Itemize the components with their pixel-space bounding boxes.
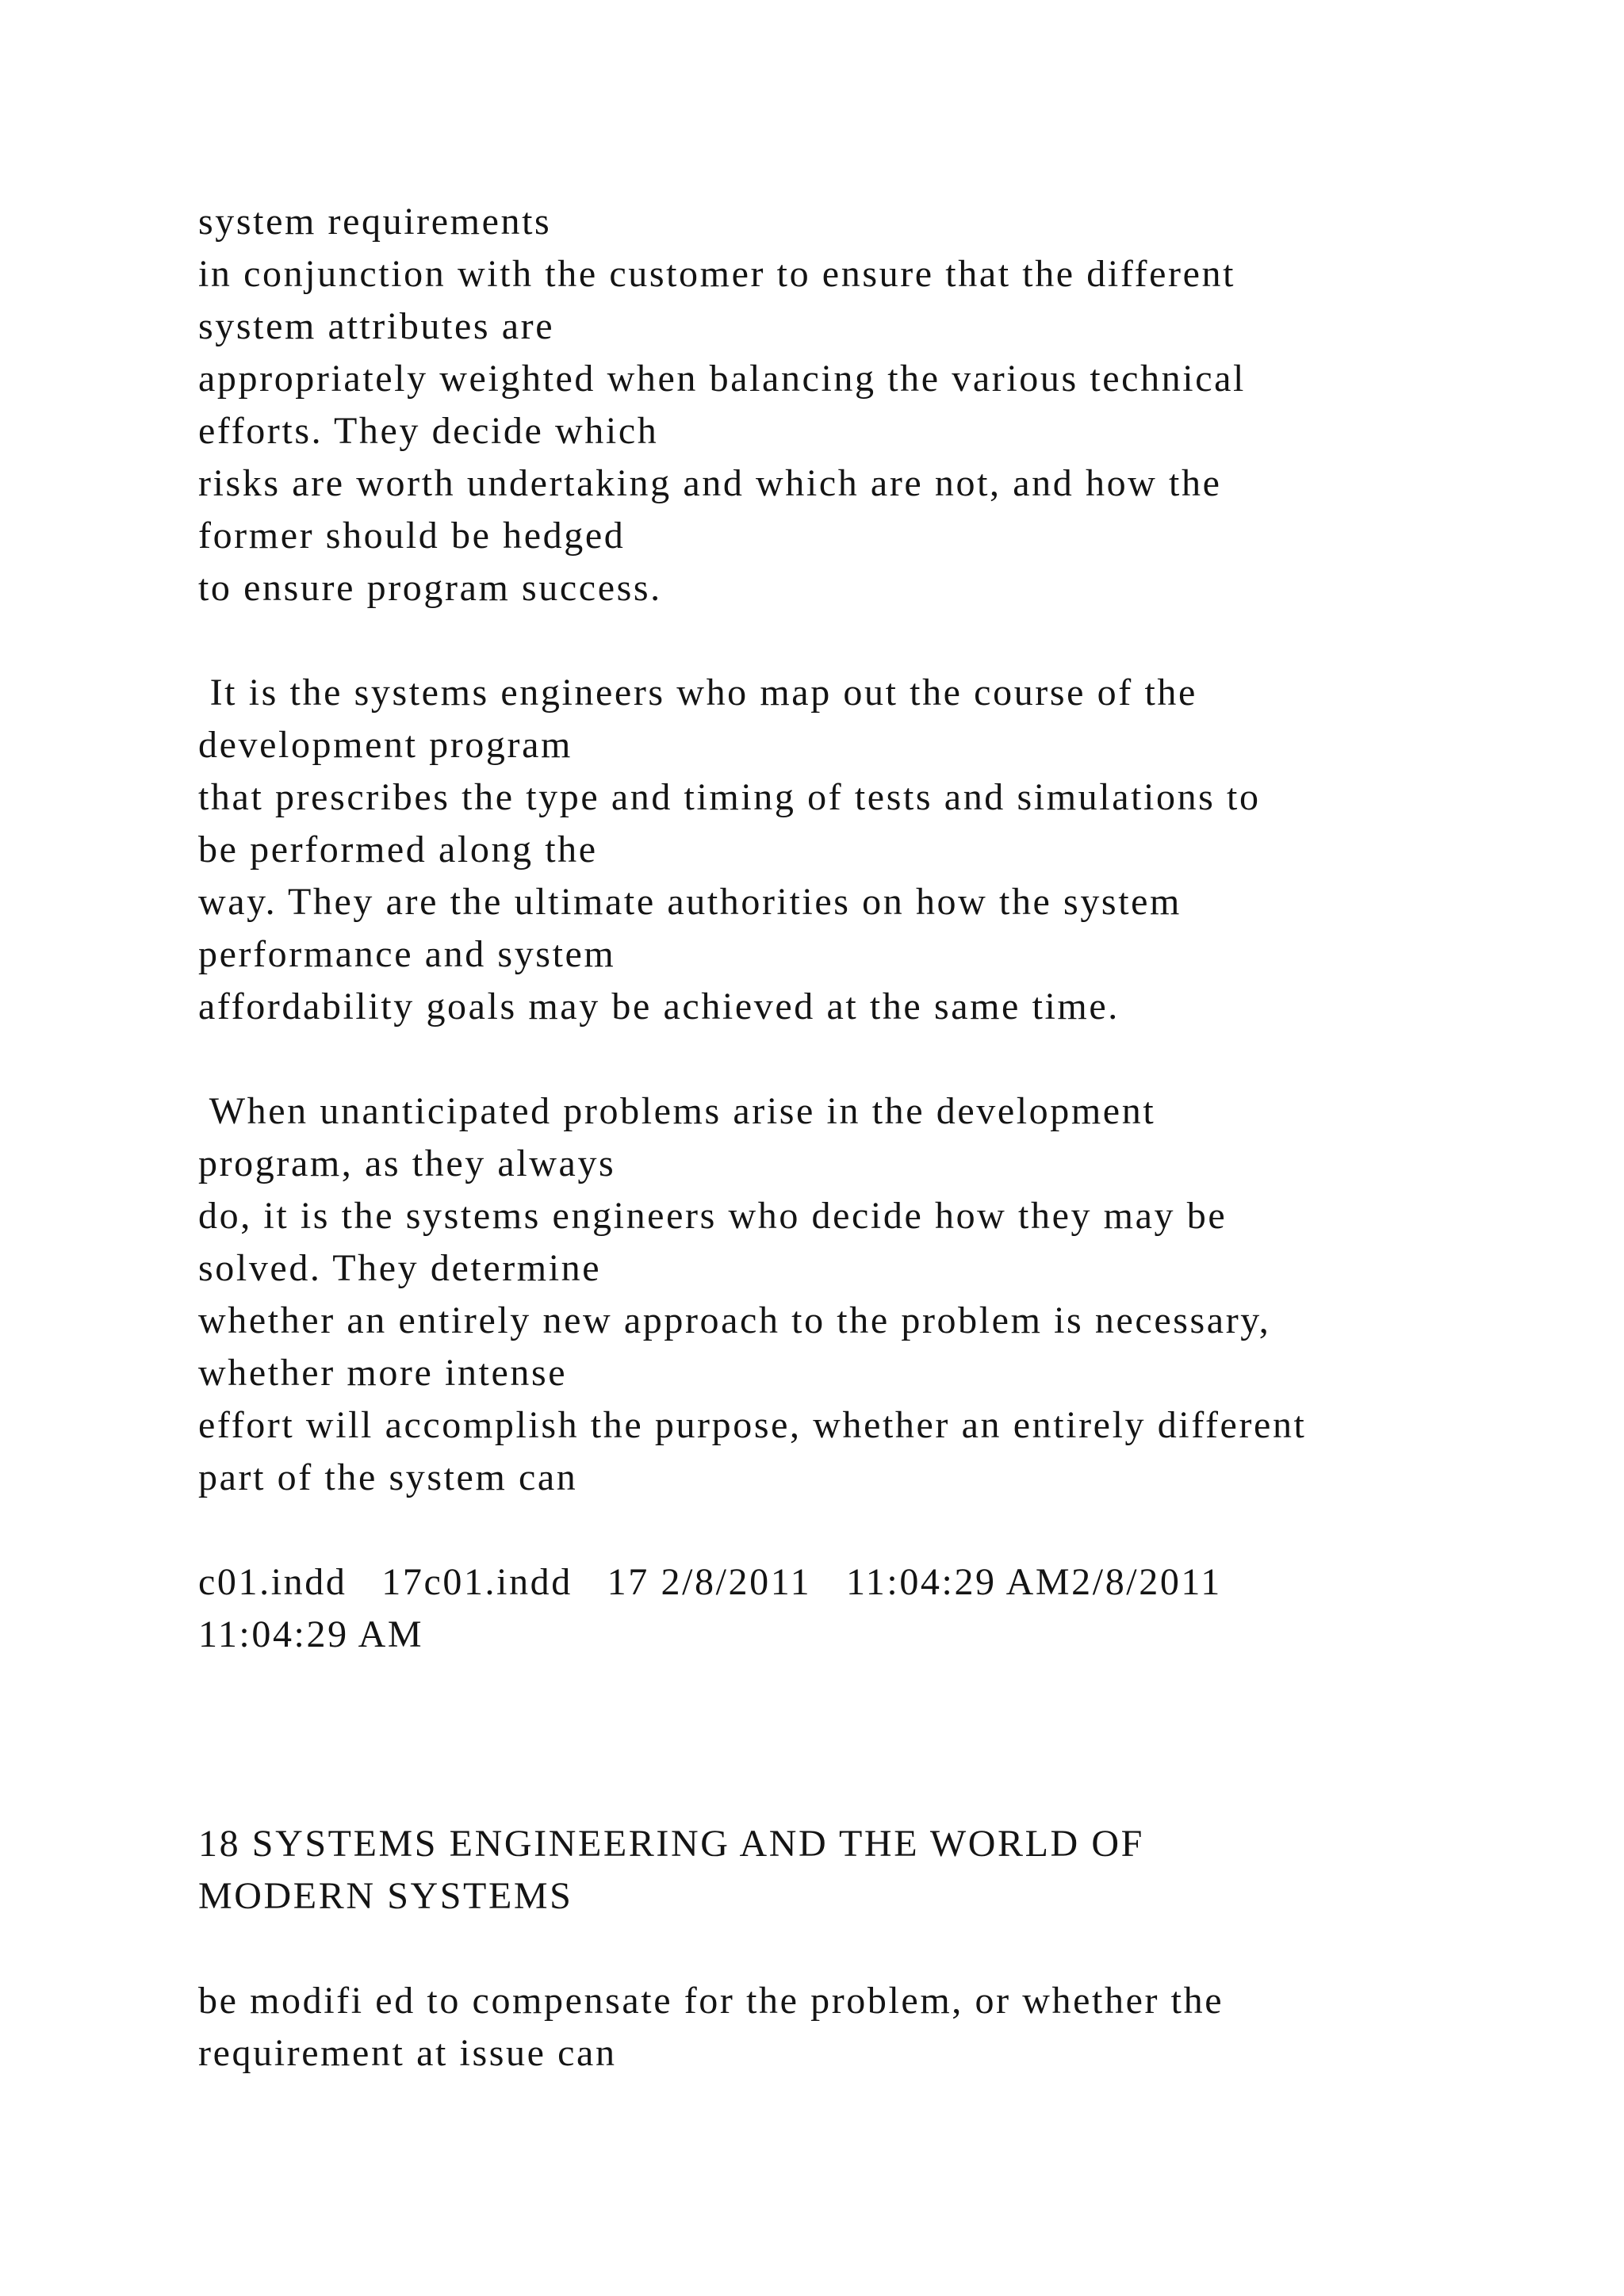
text-line: When unanticipated problems arise in the development [198,1090,1156,1132]
text-line: solved. They determine [198,1247,602,1289]
text-line: that prescribes the type and timing of tests and simulations to [198,776,1261,818]
running-head-line: 18 SYSTEMS ENGINEERING AND THE WORLD OF [198,1823,1144,1865]
text-line: be modifi ed to compensate for the problem, or whether the [198,1980,1224,2022]
footer-slug-line: c01.indd 17c01.indd 17 2/8/2011 11:04:29 AM2/8/2011 [198,1561,1222,1603]
text-line: to ensure program success. [198,567,662,609]
text-line: be performed along the [198,828,598,871]
text-line: whether more intense [198,1352,568,1394]
text-line: requirement at issue can [198,2032,617,2074]
text-line: It is the systems engineers who map out the course of the [198,672,1197,714]
text-line: whether an entirely new approach to the problem is necessary, [198,1299,1271,1341]
running-head-line: MODERN SYSTEMS [198,1875,573,1917]
text-line: affordability goals may be achieved at the same time. [198,985,1120,1027]
text-line: way. They are the ultimate authorities on how the system [198,881,1182,923]
text-line: efforts. They decide which [198,410,659,452]
text-line: system attributes are [198,305,555,347]
text-line: appropriately weighted when balancing the various technical [198,358,1246,400]
text-line: former should be hedged [198,515,626,557]
text-line: performance and system [198,933,616,975]
text-line: do, it is the systems engineers who decide how they may be [198,1195,1228,1237]
text-line: program, as they always [198,1142,616,1184]
text-line: effort will accomplish the purpose, whether an entirely different [198,1404,1307,1446]
text-line: risks are worth undertaking and which are not, and how the [198,462,1222,504]
text-line: development program [198,724,573,766]
footer-slug-line: 11:04:29 AM [198,1613,424,1655]
text-line: part of the system can [198,1456,578,1498]
text-line: system requirements [198,201,552,243]
text-line: in conjunction with the customer to ensure that the different [198,253,1236,295]
